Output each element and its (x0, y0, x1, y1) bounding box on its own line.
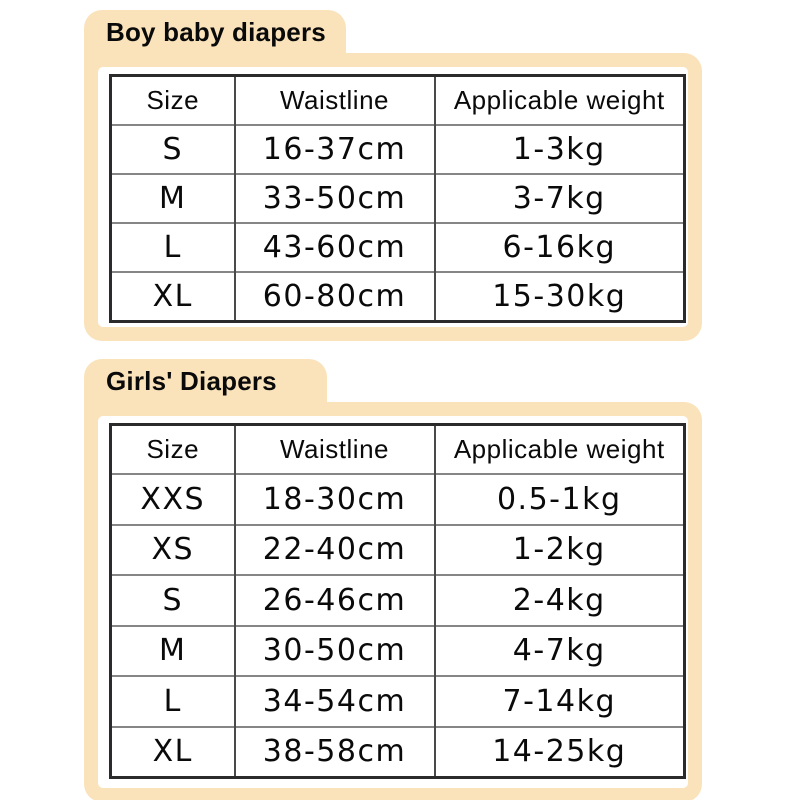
table-row (111, 727, 685, 778)
size-chart-panel (84, 359, 702, 800)
column-header-size: Size (146, 85, 200, 115)
table-row (111, 676, 685, 727)
size-cell: L (111, 223, 235, 272)
size-cell: S (111, 125, 235, 174)
table-row (111, 125, 685, 174)
panel-tab (84, 10, 346, 53)
panel-inner (98, 416, 688, 788)
size-cell: XXS (111, 474, 235, 525)
size-cell: XL (111, 272, 235, 322)
table-row (111, 174, 685, 223)
weight-cell: 2-4kg (435, 575, 685, 626)
panel-body (84, 402, 702, 800)
waistline-cell: 16-37cm (235, 125, 435, 174)
table-header-row (111, 425, 685, 475)
table-row (111, 474, 685, 525)
weight-cell: 3-7kg (435, 174, 685, 223)
waistline-cell: 43-60cm (235, 223, 435, 272)
size-table (109, 74, 686, 323)
waistline-cell: 26-46cm (235, 575, 435, 626)
size-cell: L (111, 676, 235, 727)
size-cell: XS (111, 525, 235, 576)
weight-cell: 15-30kg (435, 272, 685, 322)
weight-cell: 1-3kg (435, 125, 685, 174)
table-body (111, 125, 685, 322)
table-header-row (111, 76, 685, 126)
size-cell: M (111, 626, 235, 677)
weight-cell: 1-2kg (435, 525, 685, 576)
waistline-cell: 38-58cm (235, 727, 435, 778)
panel-tab (84, 359, 327, 402)
column-header-waistline: Waistline (235, 76, 435, 126)
panel-inner (98, 67, 688, 327)
panel-title: Girls' Diapers (106, 366, 277, 396)
table-row (111, 223, 685, 272)
weight-cell: 14-25kg (435, 727, 685, 778)
waistline-cell: 60-80cm (235, 272, 435, 322)
panel-body (84, 53, 702, 341)
waistline-cell: 34-54cm (235, 676, 435, 727)
column-header-weight: Applicable weight (435, 425, 685, 475)
weight-cell: 4-7kg (435, 626, 685, 677)
table-body (111, 474, 685, 778)
weight-cell: 0.5-1kg (435, 474, 685, 525)
size-cell: S (111, 575, 235, 626)
table-row (111, 575, 685, 626)
size-chart-panel (84, 10, 702, 341)
column-header-size: Size (146, 434, 200, 464)
table-row (111, 525, 685, 576)
size-cell: XL (111, 727, 235, 778)
column-header-weight: Applicable weight (435, 76, 685, 126)
waistline-cell: 33-50cm (235, 174, 435, 223)
waistline-cell: 22-40cm (235, 525, 435, 576)
weight-cell: 7-14kg (435, 676, 685, 727)
column-header-waistline: Waistline (235, 425, 435, 475)
panel-title: Boy baby diapers (106, 17, 326, 47)
size-table (109, 423, 686, 779)
weight-cell: 6-16kg (435, 223, 685, 272)
waistline-cell: 30-50cm (235, 626, 435, 677)
size-cell: M (111, 174, 235, 223)
waistline-cell: 18-30cm (235, 474, 435, 525)
table-row (111, 626, 685, 677)
table-row (111, 272, 685, 322)
